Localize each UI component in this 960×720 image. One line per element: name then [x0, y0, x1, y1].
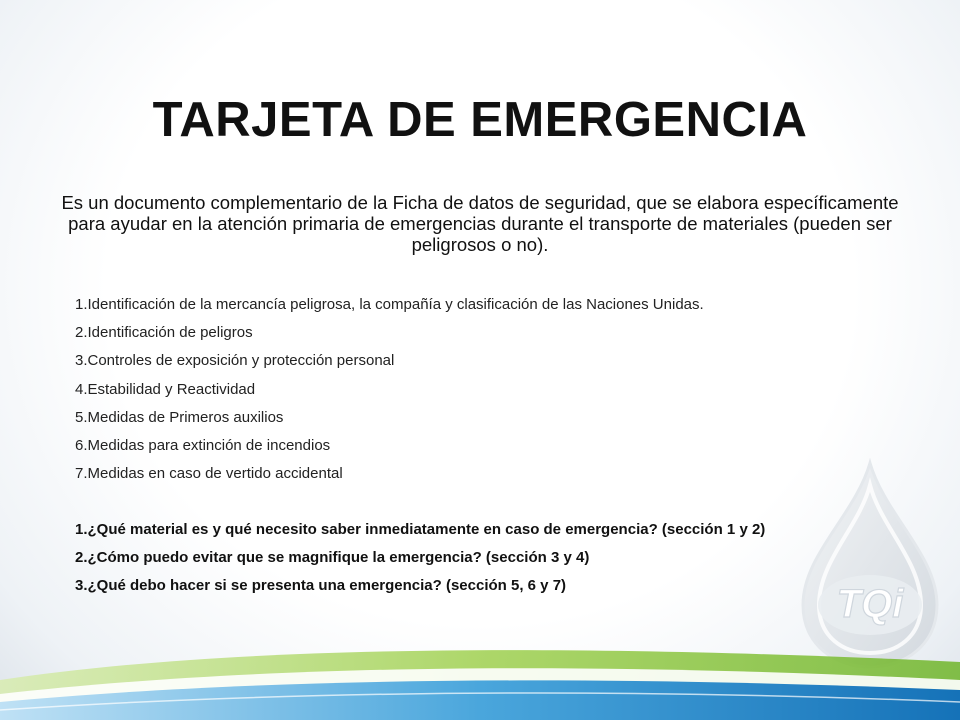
section-item: 2.Identificación de peligros: [75, 324, 253, 342]
slide-title: TARJETA DE EMERGENCIA: [152, 93, 808, 147]
section-item: 5.Medidas de Primeros auxilios: [75, 408, 284, 426]
decorative-waves: [0, 620, 960, 720]
questions-list: [75, 520, 935, 604]
question-item: 2.¿Cómo puedo evitar que se magnifique la emergencia? (sección 3 y 4): [75, 549, 590, 566]
question-item: 3.¿Qué debo hacer si se presenta una emergencia? (sección 5, 6 y 7): [75, 577, 567, 594]
section-item: 4.Estabilidad y Reactividad: [75, 380, 256, 398]
section-item: 3.Controles de exposición y protección personal: [75, 352, 395, 370]
svg-text:TQi: TQi: [836, 582, 904, 626]
section-item: 6.Medidas para extinción de incendios: [75, 436, 331, 454]
section-item: 7.Medidas en caso de vertido accidental: [75, 465, 343, 483]
sections-list: [75, 295, 915, 492]
question-item: 1.¿Qué material es y qué necesito saber inmediatamente en caso de emergencia? (sección 1 y 2): [75, 521, 766, 538]
intro-paragraph: Es un documento complementario de la Ficha de datos de seguridad, que se elabora específicamente para ayudar en la atención primaria de emergencias durante el transporte de materiales (pueden ser peligrosos o no).: [61, 192, 899, 255]
section-item: 1.Identificación de la mercancía peligrosa, la compañía y clasificación de las Naciones Unidas.: [75, 296, 704, 313]
